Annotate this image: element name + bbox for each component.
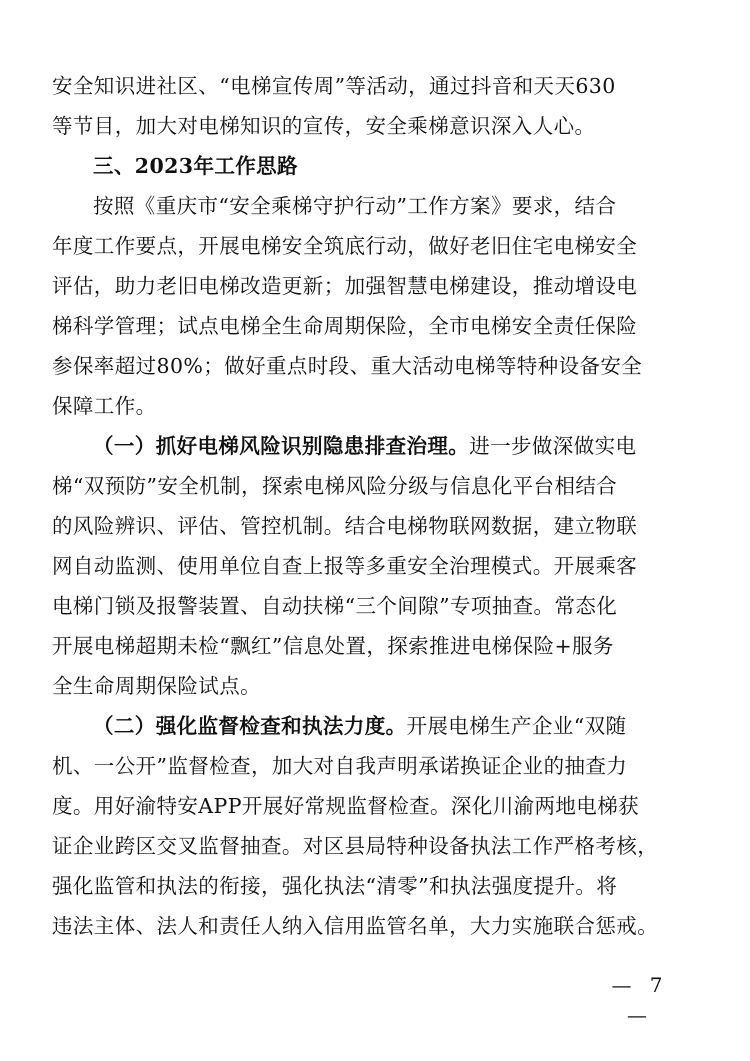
document-page xyxy=(52,66,670,946)
body-text-line: 年度工作要点，开展电梯安全筑底行动，做好老旧住宅电梯安全 xyxy=(52,234,638,258)
body-text-line: 安全知识进社区、“电梯宣传周”等活动，通过抖音和天天630 xyxy=(52,74,616,98)
body-text-line: 违法主体、法人和责任人纳入信用监管名单，大力实施联合惩戒。 xyxy=(52,914,659,938)
body-text-line: 的风险辨识、评估、管控机制。结合电梯物联网数据，建立物联 xyxy=(52,514,638,538)
body-text-line: 机、一公开”监督检查，加大对自我声明承诺换证企业的抽查力 xyxy=(52,754,628,778)
body-text-line: 参保率超过80%；做好重点时段、重大活动电梯等特种设备安全 xyxy=(52,354,643,378)
body-text-line: 强化监管和执法的衔接，强化执法“清零”和执法强度提升。将 xyxy=(52,874,618,898)
body-text: 进一步做深做实电 xyxy=(469,434,637,458)
subsection-title: （二）强化监督检查和执法力度。 xyxy=(93,714,407,738)
body-text-line: 网自动监测、使用单位自查上报等多重安全治理模式。开展乘客 xyxy=(52,554,638,578)
body-text-line: 评估，助力老旧电梯改造更新；加强智慧电梯建设，推动增设电 xyxy=(52,274,638,298)
body-text-line: 开展电梯超期未检“飘红”信息处置，探索推进电梯保险+服务 xyxy=(52,634,614,658)
section-heading: 三、2023年工作思路 xyxy=(93,154,298,178)
subsection-paragraph-first-line xyxy=(52,426,670,466)
body-text-line: 证企业跨区交叉监督抽查。对区县局特种设备执法工作严格考核， xyxy=(52,834,659,858)
body-text-line: 全生命周期保险试点。 xyxy=(52,674,261,698)
body-text-line: 梯“双预防”安全机制，探索电梯风险分级与信息化平台相结合 xyxy=(52,474,618,498)
body-text-line: 度。用好渝特安APP开展好常规监督检查。深化川渝两地电梯获 xyxy=(52,794,639,818)
subsection-title: （一）抓好电梯风险识别隐患排查治理。 xyxy=(93,434,470,458)
subsection-paragraph-first-line xyxy=(52,706,670,746)
body-text-line: 按照《重庆市“安全乘梯守护行动”工作方案》要求，结合 xyxy=(93,194,617,218)
page-number: — 7 — xyxy=(611,973,669,1027)
body-text-line: 梯科学管理；试点电梯全生命周期保险，全市电梯安全责任保险 xyxy=(52,314,638,338)
body-text-line: 保障工作。 xyxy=(52,394,157,418)
body-text-line: 等节目，加大对电梯知识的宣传，安全乘梯意识深入人心。 xyxy=(52,114,596,138)
body-text: 开展电梯生产企业“双随 xyxy=(406,714,627,738)
body-text-line: 电梯门锁及报警装置、自动扶梯“三个间隙”专项抽查。常态化 xyxy=(52,594,618,618)
